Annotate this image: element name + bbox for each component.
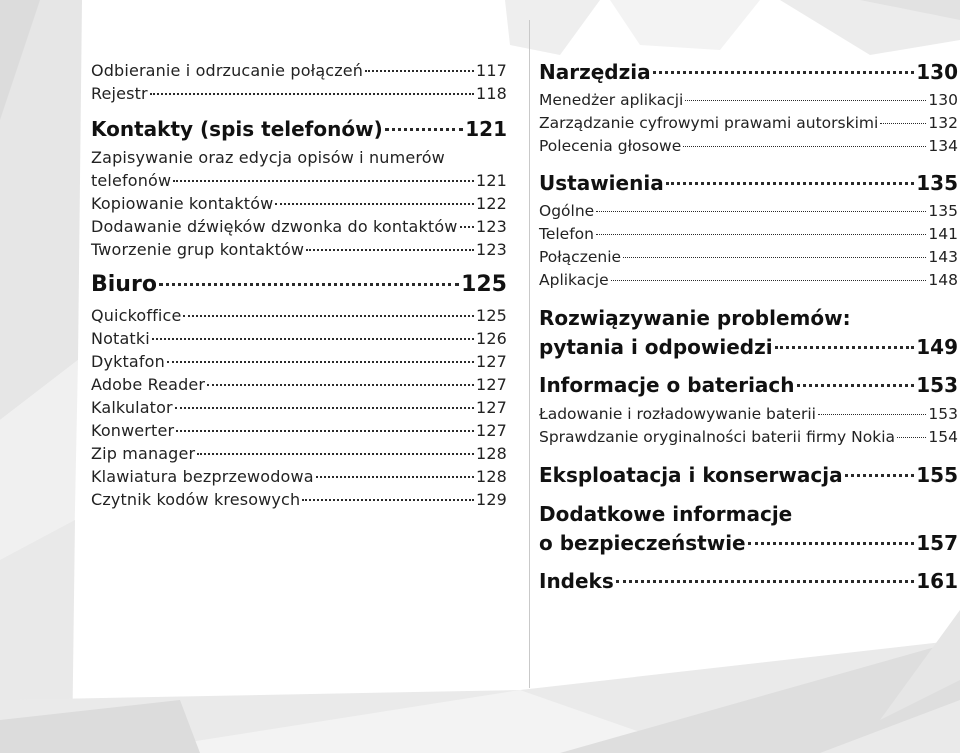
toc-entry[interactable] bbox=[91, 306, 507, 325]
entry-title: pytania i odpowiedzi bbox=[539, 335, 773, 359]
entry-title: Ładowanie i rozładowywanie baterii bbox=[539, 405, 816, 423]
toc-entry[interactable] bbox=[539, 114, 958, 132]
entry-page: 155 bbox=[916, 463, 958, 487]
dot-leader bbox=[197, 453, 474, 455]
entry-title: o bezpieczeństwie bbox=[539, 531, 746, 555]
dot-leader bbox=[775, 346, 915, 349]
toc-chapter-heading[interactable] bbox=[91, 117, 507, 141]
entry-title: Biuro bbox=[91, 272, 157, 297]
dot-leader bbox=[167, 361, 474, 363]
dot-leader bbox=[748, 542, 915, 545]
entry-page: 153 bbox=[928, 405, 958, 423]
toc-entry[interactable] bbox=[91, 61, 507, 80]
dot-leader bbox=[183, 315, 474, 317]
entry-title: Polecenia głosowe bbox=[539, 137, 682, 155]
entry-page: 132 bbox=[928, 114, 958, 132]
dot-leader bbox=[880, 123, 926, 124]
toc-chapter-heading[interactable] bbox=[539, 373, 958, 397]
toc-entry[interactable] bbox=[91, 171, 507, 190]
dot-leader bbox=[596, 234, 926, 235]
dot-leader bbox=[365, 70, 474, 72]
dot-leader bbox=[818, 414, 926, 415]
toc-entry[interactable] bbox=[91, 444, 507, 463]
entry-title: Dyktafon bbox=[91, 352, 165, 371]
toc-entry[interactable] bbox=[91, 398, 507, 417]
entry-title: Informacje o bateriach bbox=[539, 373, 795, 397]
entry-page: 153 bbox=[916, 373, 958, 397]
dot-leader bbox=[616, 580, 914, 583]
entry-title: Eksploatacja i konserwacja bbox=[539, 463, 843, 487]
entry-title: Rejestr bbox=[91, 84, 148, 103]
dot-leader bbox=[302, 499, 474, 501]
entry-title: Quickoffice bbox=[91, 306, 182, 325]
column-divider bbox=[529, 20, 530, 688]
toc-entry[interactable] bbox=[539, 202, 958, 220]
heading-title-line: Rozwiązywanie problemów: bbox=[539, 306, 851, 330]
entry-page: 127 bbox=[476, 352, 507, 371]
toc-chapter-heading[interactable] bbox=[539, 60, 958, 84]
dot-leader bbox=[845, 474, 915, 477]
entry-title: Menedżer aplikacji bbox=[539, 91, 684, 109]
toc-entry[interactable] bbox=[539, 428, 958, 446]
entry-title: telefonów bbox=[91, 171, 172, 190]
dot-leader bbox=[152, 338, 474, 340]
dot-leader bbox=[653, 71, 915, 74]
toc-entry[interactable] bbox=[91, 375, 507, 394]
dot-leader bbox=[596, 211, 926, 212]
entry-title: Aplikacje bbox=[539, 271, 609, 289]
entry-title: Kalkulator bbox=[91, 398, 173, 417]
toc-entry[interactable] bbox=[91, 421, 507, 440]
dot-leader bbox=[316, 476, 474, 478]
entry-title: Kopiowanie kontaktów bbox=[91, 194, 274, 213]
entry-page: 129 bbox=[476, 490, 507, 509]
entry-page: 123 bbox=[476, 217, 507, 236]
entry-page: 157 bbox=[916, 531, 958, 555]
entry-page: 122 bbox=[476, 194, 507, 213]
toc-chapter-heading[interactable] bbox=[91, 272, 507, 297]
entry-title: Ustawienia bbox=[539, 171, 664, 195]
entry-page: 128 bbox=[476, 444, 507, 463]
toc-chapter-heading[interactable] bbox=[539, 171, 958, 195]
entry-page: 127 bbox=[476, 375, 507, 394]
entry-title: Czytnik kodów kresowych bbox=[91, 490, 301, 509]
entry-title-line: Zapisywanie oraz edycja opisów i numerów bbox=[91, 148, 445, 167]
dot-leader bbox=[173, 180, 474, 182]
entry-title: Indeks bbox=[539, 569, 614, 593]
entry-title: Dodawanie dźwięków dzwonka do kontaktów bbox=[91, 217, 458, 236]
entry-title: Zarządzanie cyfrowymi prawami autorskimi bbox=[539, 114, 879, 132]
entry-page: 135 bbox=[928, 202, 958, 220]
entry-page: 127 bbox=[476, 398, 507, 417]
entry-page: 149 bbox=[916, 335, 958, 359]
toc-entry[interactable] bbox=[539, 405, 958, 423]
toc-entry[interactable] bbox=[91, 352, 507, 371]
dot-leader bbox=[611, 280, 927, 281]
entry-page: 141 bbox=[928, 225, 958, 243]
entry-page: 127 bbox=[476, 421, 507, 440]
toc-entry[interactable] bbox=[539, 137, 958, 155]
entry-title: Klawiatura bezprzewodowa bbox=[91, 467, 314, 486]
entry-title: Konwerter bbox=[91, 421, 175, 440]
dot-leader bbox=[683, 146, 926, 147]
entry-title: Tworzenie grup kontaktów bbox=[91, 240, 305, 259]
dot-leader bbox=[623, 257, 926, 258]
toc-entry[interactable] bbox=[91, 467, 507, 486]
entry-title: Zip manager bbox=[91, 444, 196, 463]
entry-page: 118 bbox=[476, 84, 507, 103]
entry-page: 154 bbox=[928, 428, 958, 446]
heading-title-line: Dodatkowe informacje bbox=[539, 502, 793, 526]
entry-title: Sprawdzanie oryginalności baterii firmy Nokia bbox=[539, 428, 896, 446]
toc-chapter-heading[interactable] bbox=[539, 463, 958, 487]
toc-chapter-heading[interactable] bbox=[539, 531, 958, 555]
entry-page: 128 bbox=[476, 467, 507, 486]
entry-title: Odbieranie i odrzucanie połączeń bbox=[91, 61, 364, 80]
entry-page: 121 bbox=[465, 117, 507, 141]
toc-entry[interactable] bbox=[539, 225, 958, 243]
dot-leader bbox=[150, 93, 474, 95]
dot-leader bbox=[207, 384, 474, 386]
toc-entry[interactable] bbox=[91, 329, 507, 348]
entry-page: 123 bbox=[476, 240, 507, 259]
dot-leader bbox=[176, 430, 474, 432]
entry-title: Połączenie bbox=[539, 248, 622, 266]
toc-entry[interactable] bbox=[539, 248, 958, 266]
dot-leader bbox=[685, 100, 926, 101]
entry-page: 148 bbox=[928, 271, 958, 289]
toc-chapter-heading[interactable] bbox=[539, 335, 958, 359]
dot-leader bbox=[306, 249, 474, 251]
entry-page: 125 bbox=[461, 272, 507, 297]
dot-leader bbox=[275, 203, 474, 205]
dot-leader bbox=[897, 437, 926, 438]
entry-page: 134 bbox=[928, 137, 958, 155]
entry-page: 121 bbox=[476, 171, 507, 190]
dot-leader bbox=[460, 226, 474, 228]
entry-title: Kontakty (spis telefonów) bbox=[91, 117, 383, 141]
entry-title: Narzędzia bbox=[539, 60, 651, 84]
toc-entry[interactable] bbox=[91, 194, 507, 213]
toc-entry[interactable] bbox=[91, 490, 507, 509]
entry-page: 161 bbox=[916, 569, 958, 593]
toc-chapter-heading[interactable] bbox=[539, 569, 958, 593]
dot-leader bbox=[797, 384, 915, 387]
entry-page: 117 bbox=[476, 61, 507, 80]
dot-leader bbox=[175, 407, 474, 409]
dot-leader bbox=[159, 283, 459, 286]
entry-title: Notatki bbox=[91, 329, 150, 348]
entry-page: 130 bbox=[928, 91, 958, 109]
entry-page: 126 bbox=[476, 329, 507, 348]
entry-title: Ogólne bbox=[539, 202, 595, 220]
entry-page: 143 bbox=[928, 248, 958, 266]
entry-page: 130 bbox=[916, 60, 958, 84]
toc-entry[interactable] bbox=[539, 271, 958, 289]
toc-entry[interactable] bbox=[539, 91, 958, 109]
toc-entry[interactable] bbox=[91, 84, 507, 103]
entry-title: Adobe Reader bbox=[91, 375, 206, 394]
toc-entry[interactable] bbox=[91, 217, 507, 236]
toc-entry[interactable] bbox=[91, 240, 507, 259]
dot-leader bbox=[666, 182, 915, 185]
dot-leader bbox=[385, 128, 464, 131]
entry-title: Telefon bbox=[539, 225, 594, 243]
entry-page: 135 bbox=[916, 171, 958, 195]
entry-page: 125 bbox=[476, 306, 507, 325]
